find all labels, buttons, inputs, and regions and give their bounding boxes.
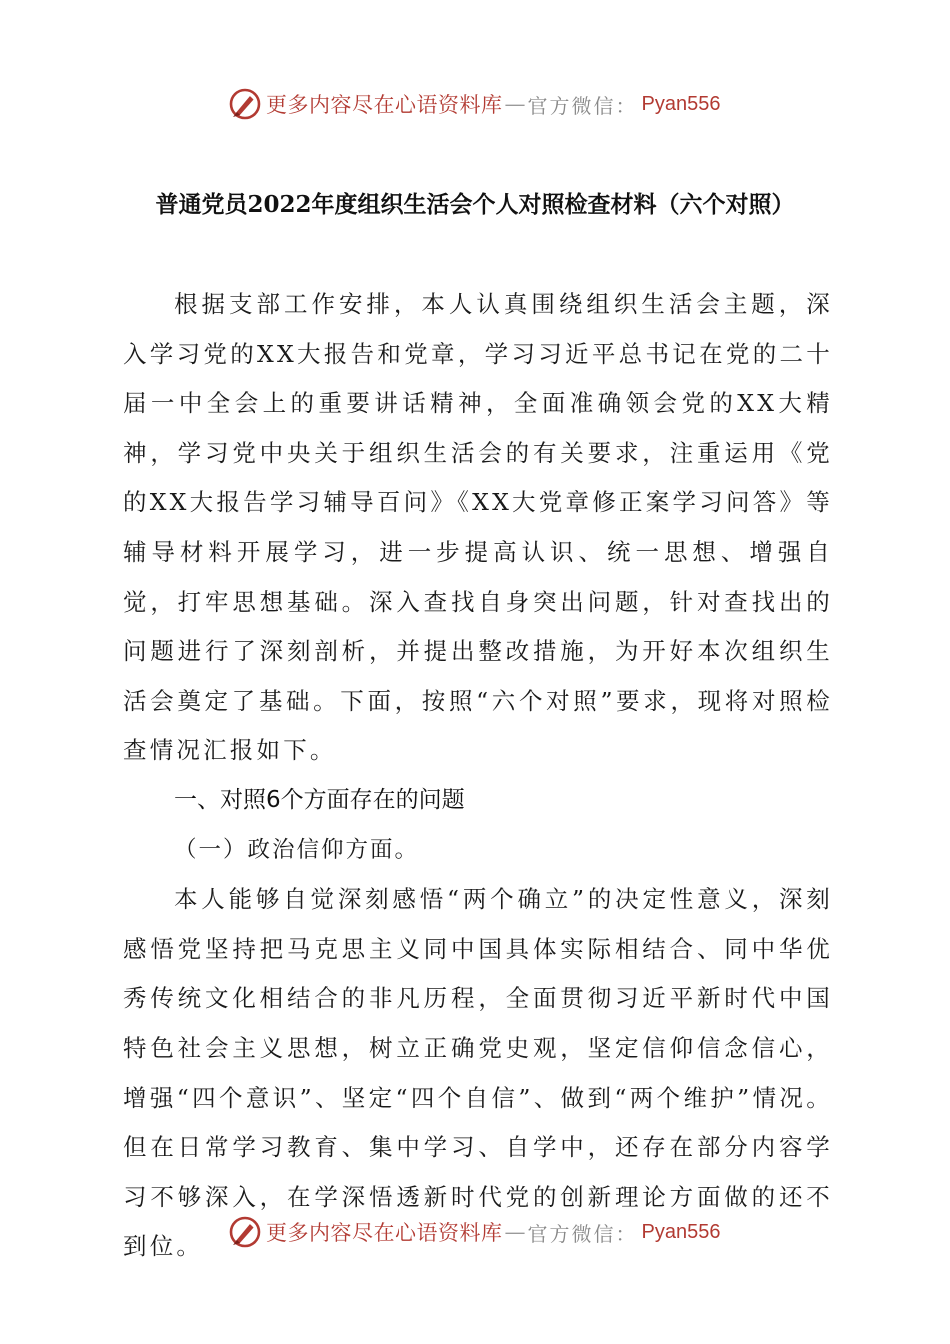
- subsection-heading: （一）政治信仰方面。: [174, 836, 420, 863]
- watermark-wechat-id: Pyan556: [641, 92, 721, 115]
- document-title: 普通党员2022年度组织生活会个人对照检查材料（六个对照）: [155, 191, 795, 218]
- watermark-separator: —: [504, 1220, 526, 1244]
- watermark-text: 更多内容尽在心语资料库: [266, 93, 503, 117]
- document-body: [123, 280, 833, 1272]
- watermark-wechat-label: 官方微信：: [527, 1221, 638, 1246]
- watermark-wechat-label: 官方微信：: [527, 93, 638, 118]
- section-heading: 一、对照6个方面存在的问题: [174, 786, 465, 813]
- intro-paragraph: 根据支部工作安排，本人认真围绕组织生活会主题，深入学习党的XX大报告和党章，学习习近平总书记在党的二十届一中全会上的重要讲话精神，全面准确领会党的XX大精神，学习党中央关于组织生活会的有关要求，注重运用《党的XX大报告学习辅导百问》《XX大党章修正案学习问答》等辅导材料开展学习，进一步提高认识、统一思想、增强自觉，打牢思想基础。深入查找自身突出问题，针对查找出的问题进行了深刻剖析，并提出整改措施，为开好本次组织生活会奠定了基础。下面，按照“六个对照”要求，现将对照检查情况汇报如下。: [123, 290, 833, 765]
- watermark-footer: [228, 1212, 720, 1252]
- pen-nib-circle-logo-icon: [228, 1215, 262, 1249]
- watermark-wechat-id: Pyan556: [641, 1220, 721, 1243]
- watermark-text: 更多内容尽在心语资料库: [266, 1221, 503, 1245]
- watermark-separator: —: [504, 92, 526, 116]
- watermark-header: [228, 84, 720, 124]
- pen-nib-circle-logo-icon: [228, 87, 262, 121]
- subsection-paragraph: 本人能够自觉深刻感悟“两个确立”的决定性意义，深刻感悟党坚持把马克思主义同中国具体实际相结合、同中华优秀传统文化相结合的非凡历程，全面贯彻习近平新时代中国特色社会主义思想，树立正确党史观，坚定信仰信念信心，增强“四个意识”、坚定“四个自信”、做到“两个维护”情况。但在日常学习教育、集中学习、自学中，还存在部分内容学习不够深入，在学深悟透新时代党的创新理论方面做的还不到位。: [123, 885, 833, 1261]
